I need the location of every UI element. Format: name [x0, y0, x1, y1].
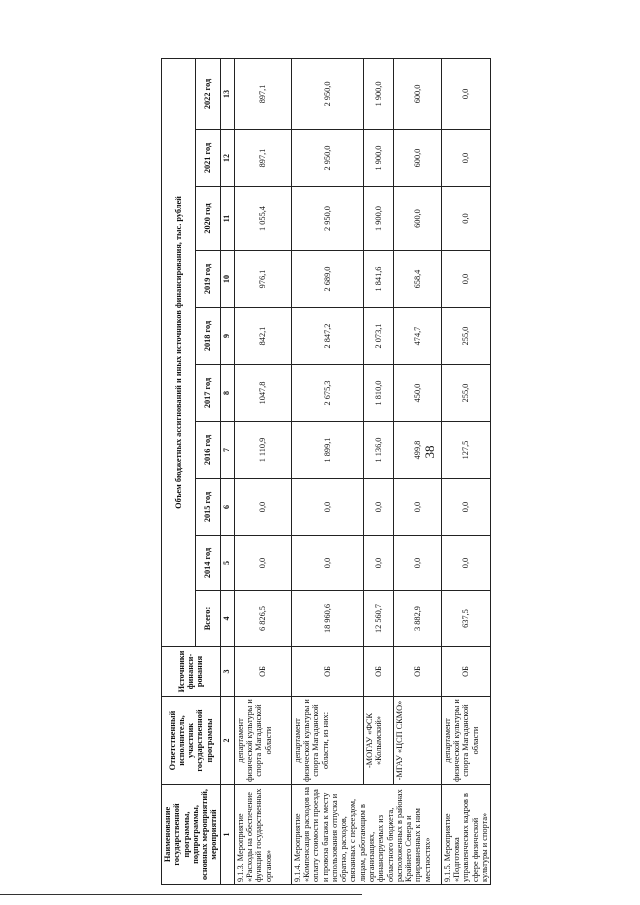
row-name: 9.1.4. Мероприятие «Компенсация расходов на оплату стоимости проезда и провоза багажа к месту использования отпуска и обратно, расходов, связанных с переездом, лицам, работающим в организациях, финансируемых из областного бюджета, расположенных в районах Крайнего Севера и приравненных к ним местностях» — [291, 785, 441, 885]
row-name: 9.1.3. Мероприятие «Расходы на обеспечение функций государственных органов» — [234, 785, 291, 885]
column-number: 7 — [220, 422, 234, 479]
table-row — [234, 58, 291, 884]
column-number: 11 — [220, 187, 234, 251]
row-value: 1 899,1 — [291, 422, 363, 479]
header-year: 2016 год — [195, 422, 220, 479]
column-number: 13 — [220, 58, 234, 129]
header-name: Наименование государственной программы, подпрограммы, основных мероприятий, мероприятий — [162, 785, 221, 885]
row-value: 0,0 — [291, 536, 363, 591]
row-total: 18 960,6 — [291, 591, 363, 647]
row-value: 0,0 — [441, 58, 490, 129]
row-value: 600,0 — [393, 58, 441, 129]
row-value: 0,0 — [441, 187, 490, 251]
row-value: 474,7 — [393, 308, 441, 365]
funding-table — [161, 58, 491, 885]
row-executor: департамент физической культуры и спорта Магаданской области, из них: — [291, 697, 363, 785]
header-year: 2020 год — [195, 187, 220, 251]
row-total: 3 882,9 — [393, 591, 441, 647]
row-value: 1 110,9 — [234, 422, 291, 479]
row-executor: -МГАУ «ЦСП СКМО» — [393, 697, 441, 785]
row-total: 6 826,5 — [234, 591, 291, 647]
row-value: 1 900,0 — [363, 187, 393, 251]
row-value: 842,1 — [234, 308, 291, 365]
column-number: 1 — [220, 785, 234, 885]
row-source: ОБ — [393, 647, 441, 697]
row-value: 255,0 — [441, 308, 490, 365]
row-value: 1 055,4 — [234, 187, 291, 251]
row-value: 897,1 — [234, 58, 291, 129]
funding-table-rotated — [161, 59, 489, 885]
column-number: 2 — [220, 697, 234, 785]
column-number: 6 — [220, 479, 234, 536]
row-total: 12 560,7 — [363, 591, 393, 647]
row-executor: -МОГАУ «ФСК «Колымский» — [363, 697, 393, 785]
row-total: 637,5 — [441, 591, 490, 647]
row-value: 658,4 — [393, 251, 441, 308]
row-value: 0,0 — [234, 479, 291, 536]
row-value: 1 900,0 — [363, 58, 393, 129]
row-value: 976,1 — [234, 251, 291, 308]
row-value: 897,1 — [234, 130, 291, 187]
row-value: 2 950,0 — [291, 187, 363, 251]
row-value: 0,0 — [441, 251, 490, 308]
row-value: 0,0 — [393, 536, 441, 591]
column-number: 8 — [220, 365, 234, 422]
row-value: 499,8 — [393, 422, 441, 479]
column-number: 10 — [220, 251, 234, 308]
row-value: 2 689,0 — [291, 251, 363, 308]
column-number: 12 — [220, 130, 234, 187]
page-number: 38 — [422, 445, 437, 459]
row-value: 1 136,0 — [363, 422, 393, 479]
header-year: 2018 год — [195, 308, 220, 365]
table-row — [291, 58, 363, 884]
row-source: ОБ — [234, 647, 291, 697]
header-year: 2014 год — [195, 536, 220, 591]
header-year: 2015 год — [195, 479, 220, 536]
header-year: 2022 год — [195, 58, 220, 129]
row-value: 2 847,2 — [291, 308, 363, 365]
row-value: 0,0 — [234, 536, 291, 591]
row-value: 255,0 — [441, 365, 490, 422]
header-funding: Объем бюджетных ассигнований и иных источников финансирования, тыс. рублей — [162, 58, 196, 646]
row-source: ОБ — [363, 647, 393, 697]
header-year: 2019 год — [195, 251, 220, 308]
row-value: 2 675,3 — [291, 365, 363, 422]
row-value: 127,5 — [441, 422, 490, 479]
row-value: 0,0 — [441, 130, 490, 187]
header-year: 2021 год — [195, 130, 220, 187]
row-value: 0,0 — [393, 479, 441, 536]
row-value: 1 841,6 — [363, 251, 393, 308]
row-value: 2 073,1 — [363, 308, 393, 365]
header-source: Источники финанси-рования — [162, 647, 221, 697]
row-source: ОБ — [291, 647, 363, 697]
header-total: Всего: — [195, 591, 220, 647]
row-value: 2 950,0 — [291, 58, 363, 129]
row-value: 2 950,0 — [291, 130, 363, 187]
row-value: 450,0 — [393, 365, 441, 422]
row-value: 0,0 — [363, 479, 393, 536]
header-executor: Ответственный исполнитель, участник государственной программы — [162, 697, 221, 785]
row-value: 600,0 — [393, 130, 441, 187]
header-year: 2017 год — [195, 365, 220, 422]
column-numbers-row — [220, 58, 234, 884]
row-name: 9.1.5. Мероприятие «Подготовка управленческих кадров в сфере физической культуры и спорта» — [441, 785, 490, 885]
column-number: 4 — [220, 591, 234, 647]
table-row — [363, 58, 393, 884]
row-source: ОБ — [441, 647, 490, 697]
row-value: 600,0 — [393, 187, 441, 251]
row-value: 0,0 — [291, 479, 363, 536]
row-executor: департамент физической культуры и спорта Магаданской области — [234, 697, 291, 785]
row-value: 0,0 — [441, 479, 490, 536]
table-row — [393, 58, 441, 884]
row-value: 0,0 — [441, 536, 490, 591]
table-row — [441, 58, 490, 884]
row-value: 1 900,0 — [363, 130, 393, 187]
column-number: 9 — [220, 308, 234, 365]
row-value: 1 810,0 — [363, 365, 393, 422]
row-value: 0,0 — [363, 536, 393, 591]
page-divider — [0, 894, 362, 895]
column-number: 3 — [220, 647, 234, 697]
row-value: 1047,8 — [234, 365, 291, 422]
column-number: 5 — [220, 536, 234, 591]
row-executor: департамент физической культуры и спорта Магаданской области — [441, 697, 490, 785]
